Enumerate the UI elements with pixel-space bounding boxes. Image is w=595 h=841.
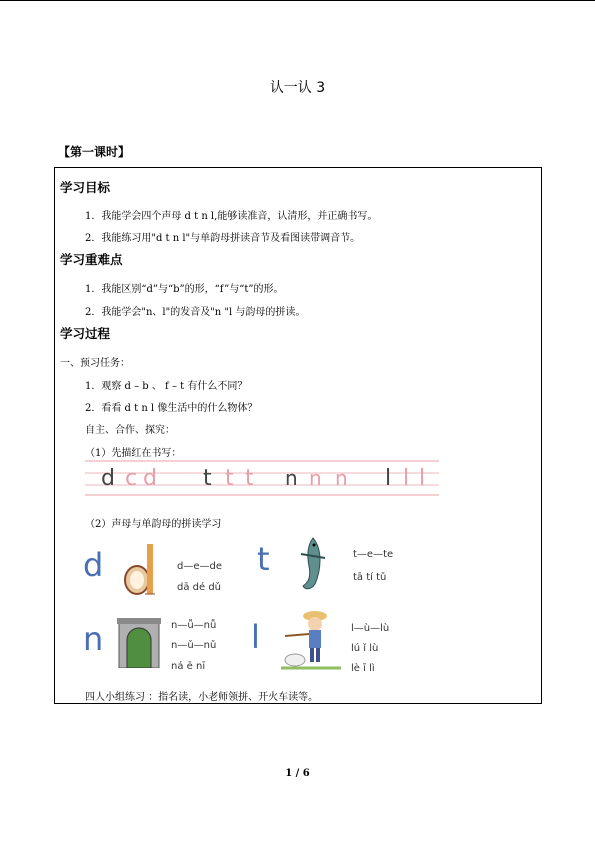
key-item: 1．我能区别“d”与“b”的形，“f”与“t”的形。 xyxy=(85,284,284,295)
pinyin-syllable-row: n—ǔ—nǔ xyxy=(171,640,217,651)
page-number: 1 / 6 xyxy=(285,768,310,779)
trace-letter: n xyxy=(335,466,348,490)
initial-n-letter: n xyxy=(83,620,104,658)
trace-letter: t xyxy=(245,466,254,491)
key-item: 2．我能学会"n、l"的发音及"n "l 与韵母的拼读。 xyxy=(85,307,306,318)
pinyin-syllable-row: tā tí tǔ xyxy=(353,572,387,583)
page-title: 认一认 3 xyxy=(269,80,326,96)
trace-letter: t xyxy=(203,466,212,491)
preview-label: 一、预习任务： xyxy=(60,358,130,369)
trace-letter: d xyxy=(101,466,115,491)
handwriting-practice-lines xyxy=(85,459,439,497)
lesson-label: 【第一课时】 xyxy=(58,145,131,159)
pinyin-syllable-row: t—e—te xyxy=(353,549,394,560)
initial-t-letter: t xyxy=(257,540,270,578)
trace-letter: d xyxy=(143,466,157,491)
initial-d-letter: d xyxy=(83,546,104,584)
task-item: 1．观察 d – b 、 f – t 有什么不同？ xyxy=(85,381,248,392)
pinyin-syllable-row: dā dé dǔ xyxy=(177,582,222,593)
pinyin-syllable-row: d—e—de xyxy=(177,561,222,572)
key-points-heading: 学习重难点 xyxy=(60,252,123,267)
process-heading: 学习过程 xyxy=(60,326,111,341)
trace-letter: l xyxy=(385,466,392,491)
step2-label: （2）声母与单韵母的拼读学习 xyxy=(85,519,222,530)
pinyin-syllable-row: lú ǐ lù xyxy=(351,643,379,654)
task-item: 2．看看 d t n l 像生活中的什么物体？ xyxy=(85,403,258,414)
trace-letter: n xyxy=(285,466,298,490)
pinyin-syllable-row: lè ī lì xyxy=(351,663,375,674)
trace-letter: l xyxy=(403,466,410,491)
pinyin-syllable-row: l—ù—lù xyxy=(351,623,390,634)
fish-t-picture-icon xyxy=(295,536,333,594)
content-table xyxy=(54,167,542,704)
trace-letter: c xyxy=(125,466,138,491)
trace-letter: t xyxy=(225,466,234,491)
top-border-line xyxy=(0,0,595,1)
goal-item: 1．我能学会四个声母 d t n l,能够读准音，认清形，并正确书写。 xyxy=(85,211,378,222)
trace-letter: l xyxy=(419,466,426,491)
drum-d-picture-icon xyxy=(123,542,163,598)
trace-letter: n xyxy=(309,466,322,490)
boy-herding-l-picture-icon xyxy=(281,608,341,672)
goals-heading: 学习目标 xyxy=(60,180,111,195)
pinyin-syllable-row: ná ē nī xyxy=(171,661,206,672)
door-n-picture-icon xyxy=(117,616,161,668)
inquiry-label: 自主、合作、探究： xyxy=(85,425,175,436)
initial-l-letter: l xyxy=(251,618,260,656)
pinyin-syllable-row: n—ǚ—nǚ xyxy=(171,620,217,631)
group-practice-text: 四人小组练习 ：指名读，小老师领拼、开火车读等。 xyxy=(85,692,319,703)
goal-item: 2．我能练习用"d t n l"与单韵母拼读音节及看图读带调音节。 xyxy=(85,233,361,244)
step1-label: （1）先描红在书写： xyxy=(85,448,182,459)
